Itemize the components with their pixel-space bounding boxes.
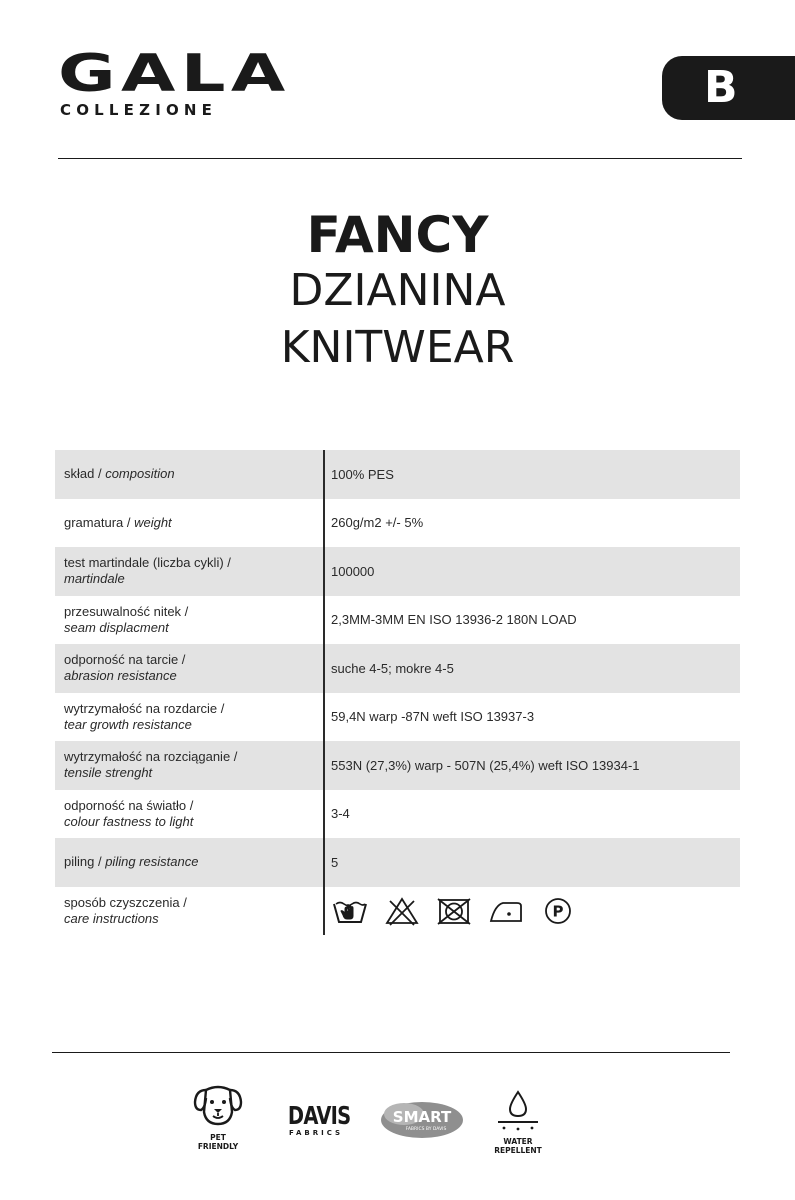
spec-value: 2,3MM-3MM EN ISO 13936-2 180N LOAD: [331, 612, 577, 628]
product-subtitle-pl: DZIANINA: [289, 265, 506, 316]
smart-badge-sub: FABRICS BY DAVIS: [405, 1127, 447, 1132]
dry-clean-p-icon: [539, 896, 577, 926]
spec-row-tear-growth: [55, 693, 740, 742]
spec-value: 553N (27,3%) warp - 507N (25,4%) weft ISO 13934-1: [331, 757, 640, 773]
bottom-divider: [52, 1052, 730, 1053]
category-badge: B: [662, 56, 795, 120]
spec-label-pl: odporność na światło /: [64, 797, 194, 813]
spec-label: [55, 854, 323, 870]
feature-water-label: WATER REPELLENT: [494, 1137, 542, 1155]
dog-face-icon: [192, 1082, 244, 1128]
davis-logo-sub: FABRICS: [288, 1129, 344, 1137]
no-bleach-icon: [383, 896, 421, 926]
spec-label-pl: gramatura /: [64, 514, 135, 530]
spec-column-divider: [323, 450, 325, 935]
spec-label-pl: wytrzymałość na rozdarcie /: [64, 700, 225, 716]
spec-value: 59,4N warp -87N weft ISO 13937-3: [331, 709, 535, 725]
spec-value: 3-4: [331, 806, 350, 822]
spec-label-en: piling resistance: [105, 854, 199, 870]
spec-label-en: tear growth resistance: [64, 716, 192, 732]
spec-row-abrasion: [55, 644, 740, 693]
spec-label: [55, 555, 323, 587]
davis-logo-text: DAVIS: [287, 1101, 351, 1130]
spec-row-composition: [55, 450, 740, 499]
spec-label-en: seam displacment: [64, 619, 169, 635]
brand-logo: [58, 44, 338, 123]
product-title: FANCY: [306, 206, 489, 264]
spec-value: suche 4-5; mokre 4-5: [331, 660, 454, 676]
spec-value: 100000: [331, 563, 375, 579]
spec-label: [55, 652, 323, 684]
spec-label-en: care instructions: [64, 910, 159, 926]
spec-label: [55, 749, 323, 781]
spec-label-en: weight: [134, 514, 172, 530]
spec-row-piling: [55, 838, 740, 887]
spec-label: [55, 701, 323, 733]
spec-row-tensile: [55, 741, 740, 790]
spec-label: [55, 895, 323, 927]
spec-row-weight: [55, 499, 740, 548]
spec-value: 5: [331, 854, 339, 870]
spec-label-pl: sposób czyszczenia /: [64, 894, 187, 910]
feature-smart: [378, 1098, 466, 1147]
spec-value: 100% PES: [331, 466, 394, 482]
spec-label-en: colour fastness to light: [64, 813, 194, 829]
smart-badge: [378, 1098, 466, 1142]
no-tumble-dry-icon: [435, 896, 473, 926]
spec-value: 260g/m2 +/- 5%: [331, 515, 424, 531]
spec-label-pl: odporność na tarcie /: [64, 652, 186, 668]
spec-label-en: abrasion resistance: [64, 668, 177, 684]
spec-label-pl: skład /: [64, 466, 106, 482]
spec-label-en: martindale: [64, 571, 125, 587]
spec-label-pl: wytrzymałość na rozciąganie /: [64, 749, 238, 765]
brand-name: GALA: [58, 44, 291, 104]
spec-label-pl: przesuwalność nitek /: [64, 603, 189, 619]
spec-row-light-fastness: [55, 790, 740, 839]
spec-label: [55, 604, 323, 636]
spec-label-en: composition: [105, 466, 175, 482]
dry-clean-letter: P: [552, 902, 564, 921]
top-divider: [58, 158, 742, 159]
spec-row-seam-displacment: [55, 596, 740, 645]
spec-label-en: tensile strenght: [64, 765, 153, 781]
care-icons: [323, 896, 577, 926]
iron-low-icon: [487, 896, 525, 926]
spec-label-pl: piling /: [64, 854, 106, 870]
feature-pet-label: PET FRIENDLY: [197, 1133, 239, 1151]
spec-table: [55, 450, 740, 935]
product-subtitle-en: KNITWEAR: [280, 322, 515, 373]
feature-davis: [280, 1103, 352, 1138]
brand-sub: COLLEZIONE: [60, 101, 218, 119]
water-drop-icon: [490, 1088, 546, 1132]
feature-pet-friendly: [190, 1082, 246, 1151]
spec-label: [55, 798, 323, 830]
spec-label-pl: test martindale (liczba cykli) /: [64, 555, 231, 571]
smart-badge-text: SMART: [392, 1108, 452, 1126]
spec-row-martindale: [55, 547, 740, 596]
spec-label: [55, 515, 323, 531]
spec-row-care: [55, 887, 740, 936]
spec-label: [55, 466, 323, 482]
feature-water-repellent: [490, 1088, 546, 1155]
hand-wash-icon: [331, 896, 369, 926]
